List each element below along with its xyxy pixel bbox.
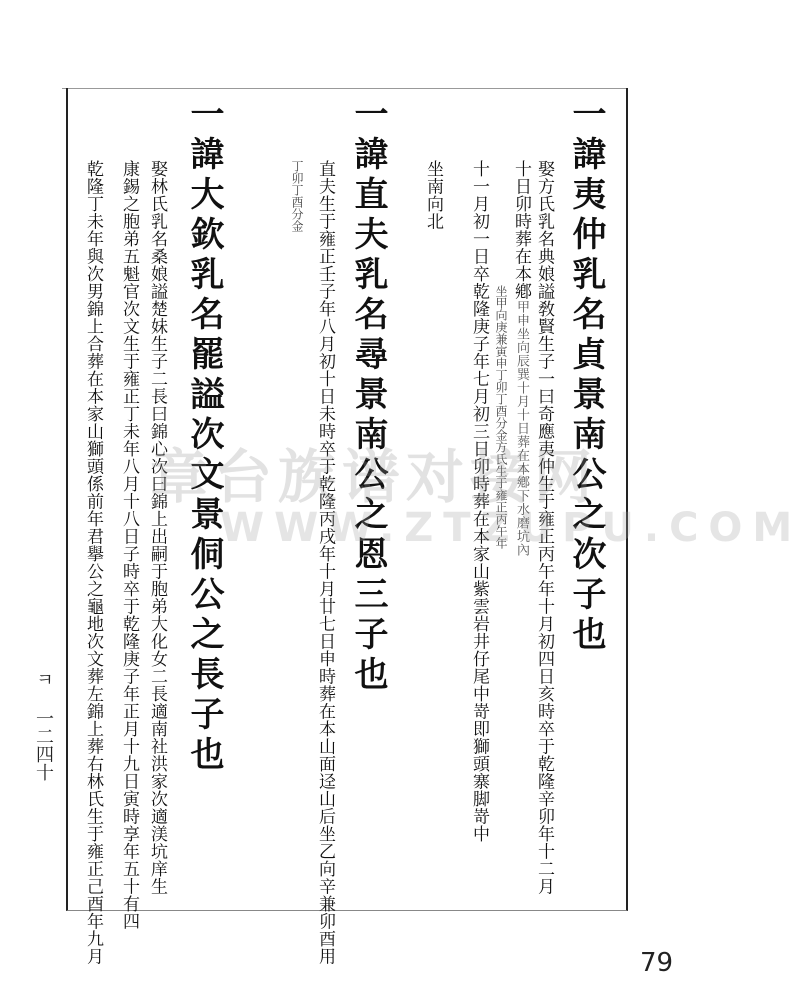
entry1-line3: 坐甲向庚兼寅申丁卯丁酉分金方氏生于雍正丙午年 bbox=[494, 285, 508, 549]
entry2-heading: 一諱直夫乳名尋景南公之恩三子也 bbox=[348, 96, 388, 696]
watermark-url: WWW.ZTZUPU.COM bbox=[220, 505, 802, 551]
page-number: 79 bbox=[640, 948, 674, 978]
margin-page-mark: ㅋ 一二四十 bbox=[33, 670, 54, 781]
entry2-line1: 直夫生于雍正壬子年八月初十日未時卒于乾隆丙戌年十月廿七日申時葬在本山面迳山后坐乙向辛兼卯酉用 bbox=[315, 160, 335, 965]
entry1-line2b: 甲申坐向辰巽十月十日葬在本鄕下水磨坑內 bbox=[514, 300, 529, 557]
entry1-line4b: 卒乾隆庚子年七月初三日卯時葬在本家山紫雲岩井仔尾中嵜即獅頭寨脚嵜中 bbox=[469, 265, 489, 843]
watermark-text: 章台族谱对接网 bbox=[150, 443, 599, 511]
entry1-heading: 一諱夷仲乳名貞景南公之次子也 bbox=[566, 96, 606, 656]
entry3-heading: 一諱大欽乳名罷謚次文景侗公之長子也 bbox=[184, 96, 224, 776]
entry3-line2: 康錫之胞弟五魁官次文生于雍正丁未年八月十八日子時卒于乾隆庚子年正月十九日寅時享年五十有四 bbox=[119, 160, 139, 930]
entry3-line3: 乾隆丁未年與次男錦上合葬在本家山獅頭係前年君擧公之龜地次文葬左錦上葬右林氏生于雍正己酉年九月 bbox=[83, 160, 103, 965]
entry1-line1: 娶方氏乳名典娘謚敎賢生子一曰奇應夷仲生于雍正丙午年十月初四日亥時卒于乾隆辛卯年十二月 bbox=[534, 160, 554, 895]
entry2-line2: 丁卯丁酉分金 bbox=[290, 160, 304, 232]
entry3-line1: 娶林氏乳名桑娘謚楚妹生子二長曰錦心次曰錦上出嗣于胞弟大化女二長適南社洪家次適渼坑庠生 bbox=[147, 160, 167, 895]
entry1-line4a: 十一月初一日 bbox=[469, 160, 489, 265]
entry1-line5: 坐南向北 bbox=[423, 160, 443, 230]
entry1-line2a: 十日卯時葬在本鄕 bbox=[511, 160, 531, 300]
